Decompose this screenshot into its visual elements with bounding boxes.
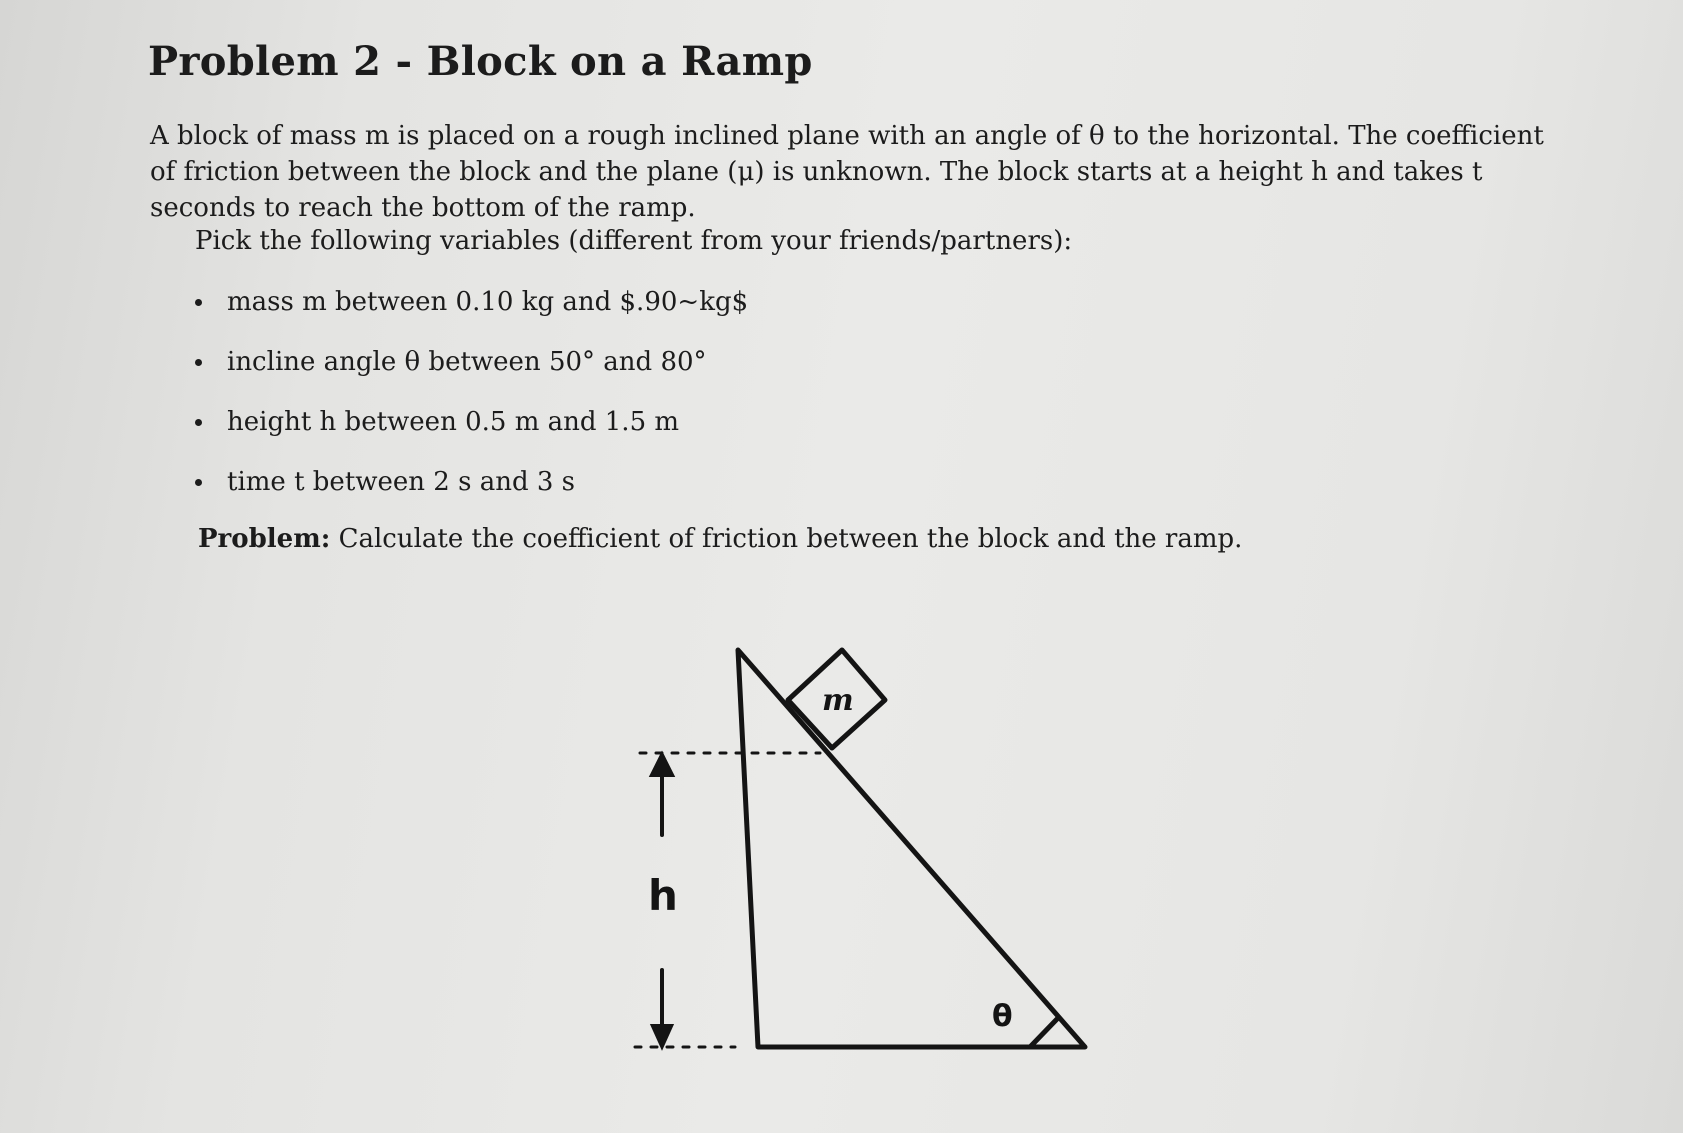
ramp-triangle (738, 650, 1085, 1047)
mass-label: m (822, 683, 854, 718)
angle-label: θ (992, 999, 1013, 1034)
bullet-icon (195, 479, 202, 486)
list-item (195, 405, 748, 465)
pick-variables-label: Pick the following variables (different from your friends/partners): (195, 226, 1073, 256)
problem-intro: A block of mass m is placed on a rough inclined plane with an angle of θ to the horizontal. The coefficient of friction between the block and the plane (μ) is unknown. The block starts at a height h and takes t seconds to reach the bottom of the ramp. (150, 121, 1544, 223)
list-item (195, 465, 748, 525)
angle-marker (1030, 1018, 1058, 1047)
up-arrow-head-icon (652, 755, 672, 775)
list-item (195, 345, 748, 405)
problem-statement (198, 524, 1242, 554)
variable-mass: mass m between 0.10 kg and $.90~kg$ (227, 287, 749, 317)
bullet-icon (195, 299, 202, 306)
down-arrow-head-icon (653, 1026, 671, 1046)
variable-angle: incline angle θ between 50° and 80° (227, 347, 707, 377)
variable-time: time t between 2 s and 3 s (227, 467, 576, 497)
variable-list (195, 285, 748, 525)
variable-height: height h between 0.5 m and 1.5 m (227, 407, 680, 437)
bullet-icon (195, 419, 202, 426)
ramp-diagram (610, 630, 1090, 1070)
problem-label: Problem: (198, 524, 331, 554)
height-label: h (648, 871, 678, 920)
bullet-icon (195, 359, 202, 366)
list-item (195, 285, 748, 345)
page-title: Problem 2 - Block on a Ramp (148, 38, 813, 85)
problem-text: Calculate the coefficient of friction between the block and the ramp. (338, 524, 1243, 554)
